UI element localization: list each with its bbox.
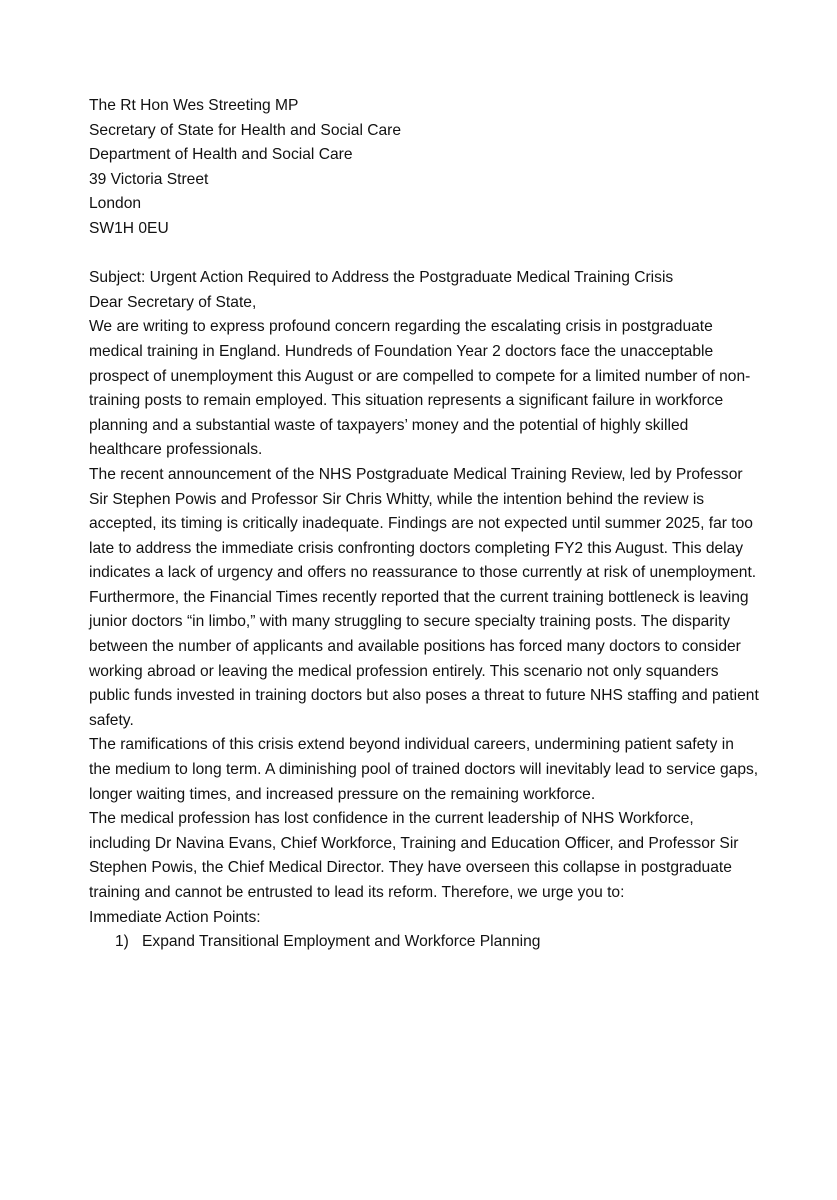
action-point-number: 1) [115, 933, 129, 951]
letter-subject: Subject: Urgent Action Required to Address the Postgraduate Medical Training Crisis [89, 269, 674, 287]
action-point-text: Expand Transitional Employment and Workforce Planning [142, 933, 541, 951]
recipient-postcode: SW1H 0EU [89, 219, 169, 237]
recipient-street: 39 Victoria Street [89, 170, 209, 188]
action-points-heading: Immediate Action Points: [89, 908, 261, 926]
letter-salutation: Dear Secretary of State, [89, 293, 257, 311]
recipient-name: The Rt Hon Wes Streeting MP [89, 97, 299, 114]
recipient-title: Secretary of State for Health and Social Care [89, 121, 402, 139]
action-point-item [89, 930, 759, 955]
recipient-department: Department of Health and Social Care [89, 146, 353, 164]
recipient-city: London [89, 195, 142, 213]
paragraph-financial-times: Furthermore, the Financial Times recently reported that the current training bottleneck is leaving junior doctors “in limbo,” with many struggling to secure specialty training posts. The disparity between the number of applicants and available positions has forced many doctors to consider working abroad or leaving the medical profession entirely. This scenario not only squanders public funds invested in training doctors but also poses a threat to future NHS staffing and patient safety. [89, 588, 759, 729]
letter-body [89, 94, 759, 955]
action-points-list [89, 930, 759, 955]
paragraph-training-review: The recent announcement of the NHS Postgraduate Medical Training Review, led by Professor Sir Stephen Powis and Professor Sir Chris Whitty, while the intention behind the review is accepted, its timing is critically inadequate. Findings are not expected until summer 2025, far too late to address the immediate crisis confronting doctors completing FY2 this August. This delay indicates a lack of urgency and offers no reassurance to those currently at risk of unemployment. [89, 465, 757, 582]
paragraph-concern: We are writing to express profound concern regarding the escalating crisis in postgraduate medical training in England. Hundreds of Foundation Year 2 doctors face the unacceptable prospect of unemployment this August or are compelled to compete for a limited number of non-training posts to remain employed. This situation represents a significant failure in workforce planning and a substantial waste of taxpayers’ money and the potential of highly skilled healthcare professionals. [89, 318, 751, 459]
paragraph-ramifications: The ramifications of this crisis extend beyond individual careers, undermining patient safety in the medium to long term. A diminishing pool of trained doctors will inevitably lead to service gaps, longer waiting times, and increased pressure on the remaining workforce. [89, 736, 759, 803]
paragraph-leadership: The medical profession has lost confidence in the current leadership of NHS Workforce, including Dr Navina Evans, Chief Workforce, Training and Education Officer, and Professor Sir Stephen Powis, the Chief Medical Director. They have overseen this collapse in postgraduate training and cannot be entrusted to lead its reform. Therefore, we urge you to: [89, 810, 739, 901]
recipient-address [89, 94, 759, 242]
